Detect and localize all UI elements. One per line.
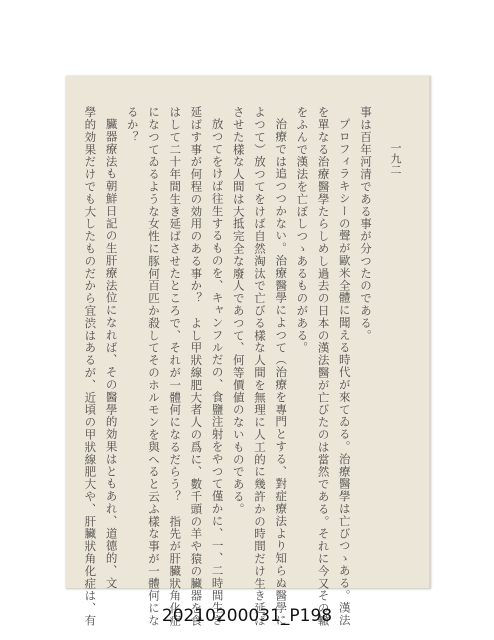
- text-column: るか？: [125, 106, 140, 144]
- text-column: 延ばす事が何程の効用のある事か？ よし甲狀線肥大者人の爲に、數千頭の羊や猿の臟器を食: [189, 106, 204, 627]
- text-column: はして二十年間生き延ばさせたところで、それが一體何になるだらう？ 指先が肝臟狀角化症: [168, 106, 183, 627]
- text-column: 學的効果だけでも大したものだから宜渋はあるが、近頃の甲狀線肥大や、肝臟狀角化症は、有: [83, 106, 98, 627]
- image-caption: 20210200031_P198: [161, 606, 333, 626]
- text-column: させた樣な人間は大抵完全な廢人であつて、何等價値のないものである。: [231, 106, 246, 516]
- text-column: プロフィラキシーの聲が歐米全體に聞える時代が來てゐる。治療醫學は亡びつゝある。漢法: [337, 118, 352, 627]
- text-column: 放つてをけば往生するものを、キャンフルだの、食鹽注射をやつて僅かに、一、二時間生き: [210, 118, 225, 627]
- text-column: よつて）放つてをけば自然淘汰で亡びる樣な人間を無理に人工的に幾許かの時間だけ生き延ば: [253, 106, 267, 627]
- page-number: 一九二: [389, 142, 402, 175]
- text-column: 治療では追つつかない。治療醫學によつて（治療を專門とする、對症療法より知らぬ醫學に: [274, 118, 289, 627]
- text-column: を單なる治療醫學たらしめし過去の日本の漢法醫が亡びたのは當然である。それに今又その轍: [316, 106, 331, 627]
- text-column: 臟器療法も朝鮮日記の生肝療法位になれば、その醫學的効果はともあれ、道德的、文: [104, 118, 119, 590]
- text-column: 事は百年河清である事が分つたのである。: [359, 106, 373, 342]
- text-column: になつてゐるような女性に豚何百匹か殺してそのホルモンを與へると云ふ樣な事が一體何にな: [147, 106, 161, 627]
- text-column: をふんで漢法を亡ぼしつゝあるものがある。: [295, 106, 310, 354]
